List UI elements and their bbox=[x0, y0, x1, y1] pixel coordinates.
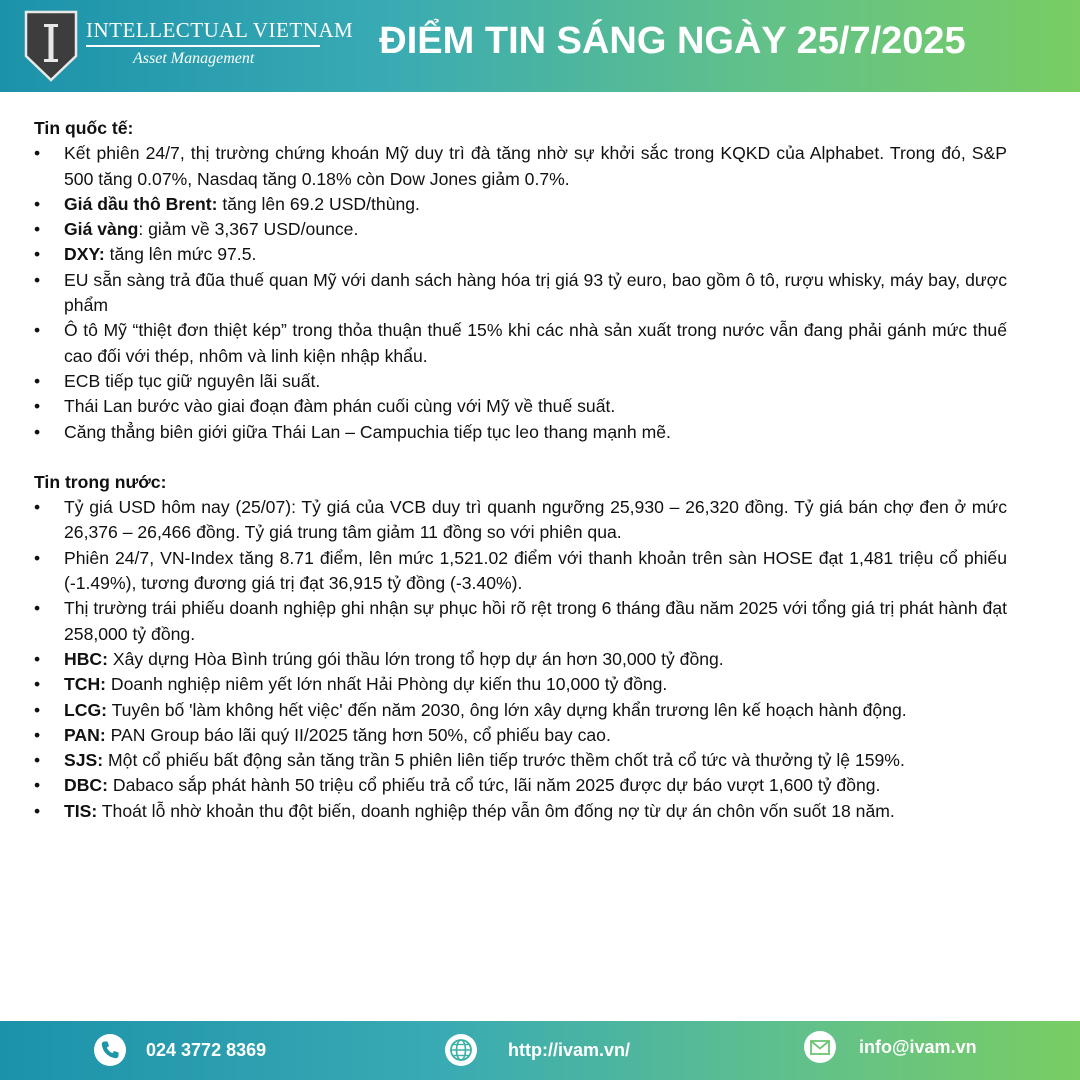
news-item: • Giá vàng: giảm về 3,367 USD/ounce. bbox=[34, 217, 1007, 242]
page-title: ĐIỂM TIN SÁNG NGÀY 25/7/2025 bbox=[379, 20, 966, 62]
news-item: • Tỷ giá USD hôm nay (25/07): Tỷ giá của VCB duy trì quanh ngưỡng 25,930 – 26,320 đồng. Tỷ giá bán chợ đen ở mức 26,376 – 26,466 đồng. Tỷ giá trung tâm giảm 11 đồng so với phiên qua. bbox=[34, 495, 1007, 546]
brand-subtitle: Asset Management bbox=[133, 50, 255, 67]
news-item: • LCG: Tuyên bố 'làm không hết việc' đến năm 2030, ông lớn xây dựng khẩn trương lên kế hoạch hành động. bbox=[34, 698, 1007, 723]
footer-website[interactable]: http://ivam.vn/ bbox=[508, 1040, 631, 1060]
section-spacer bbox=[34, 445, 1007, 470]
news-item: • EU sẵn sàng trả đũa thuế quan Mỹ với danh sách hàng hóa trị giá 93 tỷ euro, bao gồm ô tô, rượu whisky, máy bay, dược phẩm bbox=[34, 268, 1007, 319]
footer-phone[interactable]: 024 3772 8369 bbox=[146, 1040, 267, 1060]
news-item: • DBC: Dabaco sắp phát hành 50 triệu cổ phiếu trả cổ tức, lãi năm 2025 được dự báo vượt 1,600 tỷ đồng. bbox=[34, 773, 1007, 798]
news-item: • PAN: PAN Group báo lãi quý II/2025 tăng hơn 50%, cổ phiếu bay cao. bbox=[34, 723, 1007, 748]
footer-email[interactable]: info@ivam.vn bbox=[859, 1037, 977, 1057]
international-news-list bbox=[34, 141, 1007, 445]
news-item: • Thái Lan bước vào giai đoạn đàm phán cuối cùng với Mỹ về thuế suất. bbox=[34, 394, 1007, 419]
news-item: • Ô tô Mỹ “thiệt đơn thiệt kép” trong thỏa thuận thuế 15% khi các nhà sản xuất trong nước vẫn đang phải gánh mức thuế cao đối với thép, nhôm và linh kiện nhập khẩu. bbox=[34, 318, 1007, 369]
shield-logo-icon bbox=[24, 10, 78, 82]
news-item: • ECB tiếp tục giữ nguyên lãi suất. bbox=[34, 369, 1007, 394]
news-item: • Phiên 24/7, VN-Index tăng 8.71 điểm, lên mức 1,521.02 điểm với thanh khoản trên sàn HOSE đạt 1,481 triệu cổ phiếu (-1.49%), tương đương giá trị đạt 36,915 tỷ đồng (-3.40%). bbox=[34, 546, 1007, 597]
news-item: • TCH: Doanh nghiệp niêm yết lớn nhất Hải Phòng dự kiến thu 10,000 tỷ đồng. bbox=[34, 672, 1007, 697]
news-item: • Giá dầu thô Brent: tăng lên 69.2 USD/thùng. bbox=[34, 192, 1007, 217]
envelope-icon bbox=[803, 1030, 837, 1064]
domestic-news-list bbox=[34, 495, 1007, 824]
news-item: • HBC: Xây dựng Hòa Bình trúng gói thầu lớn trong tổ hợp dự án hơn 30,000 tỷ đồng. bbox=[34, 647, 1007, 672]
footer-bar bbox=[0, 1021, 1080, 1080]
news-item: • DXY: tăng lên mức 97.5. bbox=[34, 242, 1007, 267]
news-item: • SJS: Một cổ phiếu bất động sản tăng trần 5 phiên liên tiếp trước thềm chốt trả cổ tức và thưởng tỷ lệ 159%. bbox=[34, 748, 1007, 773]
brand-divider bbox=[86, 45, 320, 47]
news-item: • Căng thẳng biên giới giữa Thái Lan – Campuchia tiếp tục leo thang mạnh mẽ. bbox=[34, 420, 1007, 445]
phone-icon bbox=[93, 1033, 127, 1067]
news-content bbox=[34, 116, 1007, 824]
brand-name: INTELLECTUAL VIETNAM bbox=[86, 18, 354, 42]
domestic-heading: Tin trong nước: bbox=[34, 471, 167, 492]
news-item: • TIS: Thoát lỗ nhờ khoản thu đột biến, doanh nghiệp thép vẫn ôm đống nợ từ dự án chôn vốn suốt 18 năm. bbox=[34, 799, 1007, 824]
news-item: • Kết phiên 24/7, thị trường chứng khoán Mỹ duy trì đà tăng nhờ sự khởi sắc trong KQKD của Alphabet. Trong đó, S&P 500 tăng 0.07%, Nasdaq tăng 0.18% còn Dow Jones giảm 0.7%. bbox=[34, 141, 1007, 192]
international-heading: Tin quốc tế: bbox=[34, 118, 134, 138]
news-item: • Thị trường trái phiếu doanh nghiệp ghi nhận sự phục hồi rõ rệt trong 6 tháng đầu năm 2025 với tổng giá trị phát hành đạt 258,000 tỷ đồng. bbox=[34, 596, 1007, 647]
globe-icon bbox=[444, 1033, 478, 1067]
header-banner bbox=[0, 0, 1080, 92]
